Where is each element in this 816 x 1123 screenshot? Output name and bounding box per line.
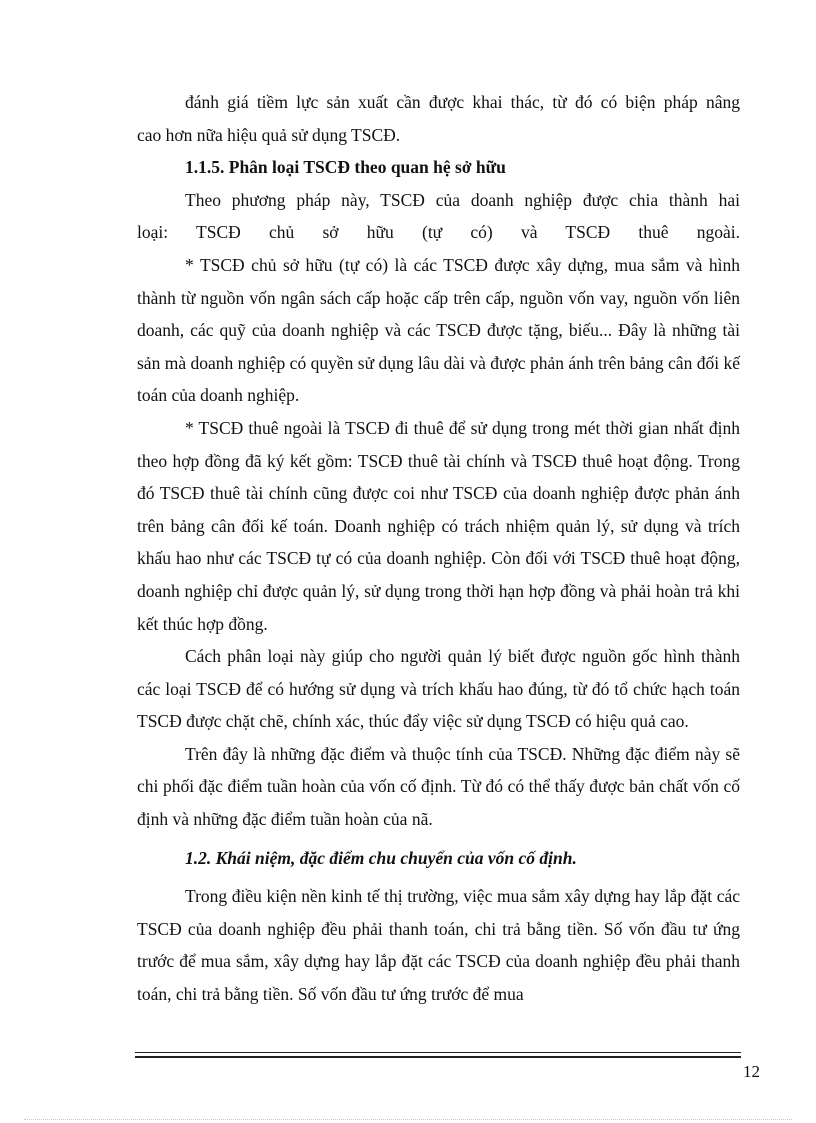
page-boundary-dotted-line	[24, 1119, 792, 1120]
section-heading-1-2: 1.2. Khái niệm, đặc điểm chu chuyển của vốn cố định.	[185, 847, 577, 868]
footer-rule-top	[135, 1052, 741, 1053]
paragraph-continuation-line-1: đánh giá tiềm lực sản xuất cần được khai thác, từ đó có biện pháp nâng	[185, 92, 740, 112]
paragraph-classification-line-2: loại: TSCĐ chủ sở hữu (tự có) và TSCĐ thuê ngoài.	[137, 222, 740, 243]
page-number: 12	[743, 1062, 760, 1081]
paragraph-classification-purpose: Cách phân loại này giúp cho người quản lý biết được nguồn gốc hình thành các loại TSCĐ để có hướng sử dụng và trích khấu hao đúng, từ đó tổ chức hạch toán TSCĐ được chặt chẽ, chính xác, thúc đẩy việc sử dụng TSCĐ có hiệu quả cao.	[137, 646, 740, 732]
paragraph-summary: Trên đây là những đặc điểm và thuộc tính của TSCĐ. Những đặc điểm này sẽ chi phối đặc điểm tuần hoàn của vốn cố định. Từ đó có thể thấy được bản chất vốn cố định và những đặc điểm tuần hoàn của nã.	[137, 743, 740, 830]
footer-rule-bottom	[135, 1056, 741, 1058]
paragraph-classification-line-1: Theo phương pháp này, TSCĐ của doanh nghiệp được chia thành hai	[185, 189, 740, 210]
section-heading-1-1-5: 1.1.5. Phân loại TSCĐ theo quan hệ sở hữu	[185, 157, 506, 178]
paragraph-continuation-line-2: cao hơn nữa hiệu quả sử dụng TSCĐ.	[137, 124, 401, 145]
paragraph-market-economy: Trong điều kiện nền kinh tế thị trường, việc mua sắm xây dựng hay lắp đặt các TSCĐ của doanh nghiệp đều phải thanh toán, chi trả bằng tiền. Số vốn đầu tư ứng trước để mua sắm, xây dựng hay lắp đặt các TSCĐ của doanh nghiệp đều phải thanh toán, chi trả bằng tiền. Số vốn đầu tư ứng trước để mua	[137, 886, 740, 1005]
document-body	[137, 86, 740, 1011]
paragraph-leased-assets: * TSCĐ thuê ngoài là TSCĐ đi thuê để sử dụng trong mét thời gian nhất định theo hợp đồng đã ký kết gồm: TSCĐ thuê tài chính và TSCĐ thuê hoạt động. Trong đó TSCĐ thuê tài chính cũng được coi như TSCĐ của doanh nghiệp được phản ánh trên bảng cân đối kế toán. Doanh nghiệp có trách nhiệm quản lý, sử dụng và trích khấu hao như các TSCĐ tự có của doanh nghiệp. Còn đối với TSCĐ thuê hoạt động, doanh nghiệp chỉ được quản lý, sử dụng trong thời hạn hợp đồng và phải hoàn trả khi kết thúc hợp đồng.	[137, 417, 740, 634]
paragraph-owned-assets: * TSCĐ chủ sở hữu (tự có) là các TSCĐ được xây dựng, mua sắm và hình thành từ nguồn vốn ngân sách cấp hoặc cấp trên cấp, nguồn vốn vay, nguồn vốn liên doanh, các quỹ của doanh nghiệp và các TSCĐ được tặng, biếu... Đây là những tài sản mà doanh nghiệp có quyền sử dụng lâu dài và được phản ánh trên bảng cân đối kế toán của doanh nghiệp.	[137, 254, 740, 406]
